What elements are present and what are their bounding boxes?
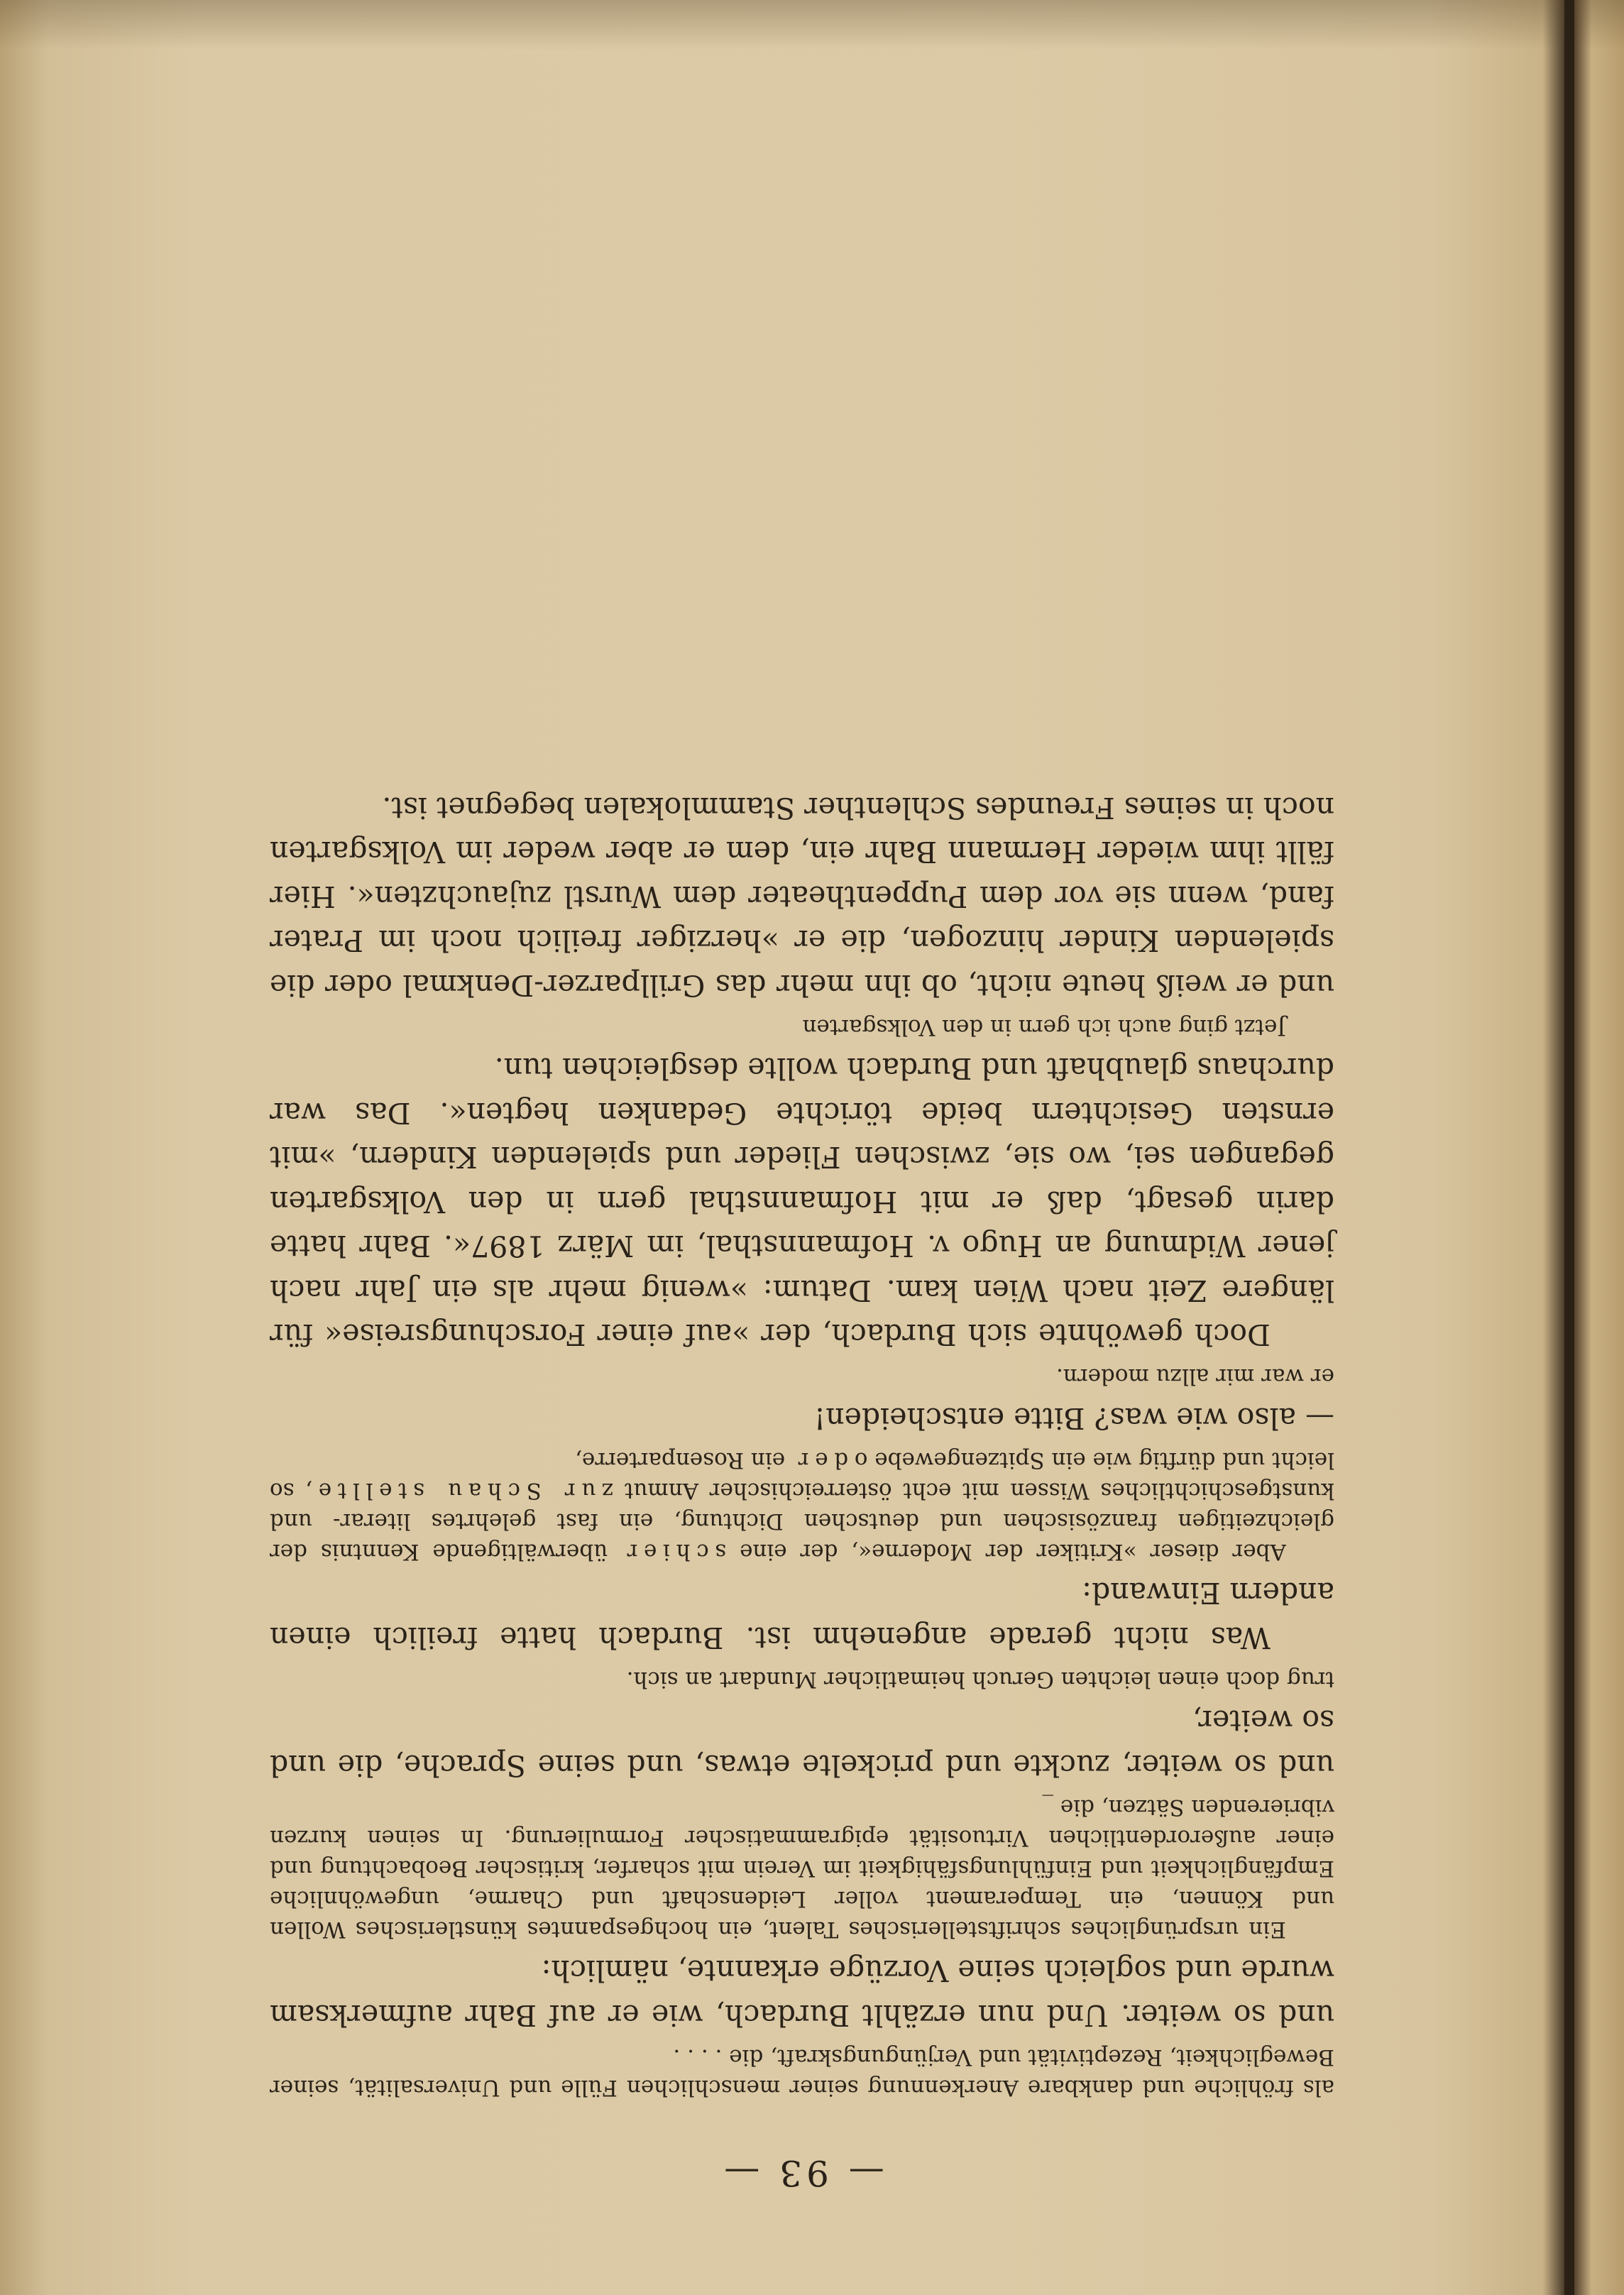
body-paragraph xyxy=(270,1396,1334,1441)
text-segment: , so leicht und dürftig wie ein Spitzengewebe xyxy=(270,1447,1334,1503)
spaced-emphasis: schier xyxy=(620,1539,727,1565)
book-spine-edge xyxy=(1564,0,1574,2295)
body-paragraph xyxy=(270,1949,1334,2037)
quote-paragraph xyxy=(270,1012,1334,1042)
body-paragraph xyxy=(270,1699,1334,1787)
quote-paragraph xyxy=(270,1664,1334,1694)
spaced-emphasis: zur Schau stellte xyxy=(312,1478,614,1503)
text-segment: — also wie was? Bitte entscheiden! xyxy=(813,1401,1334,1435)
page-number: — 93 — xyxy=(720,2152,884,2193)
body-paragraph xyxy=(270,1046,1334,1357)
text-segment: er war mir allzu modern. xyxy=(1055,1364,1334,1390)
body-paragraph xyxy=(270,786,1334,1008)
text-segment: und so weiter, zuckte und prickelte etwas, und seine Sprache, die und so weiter, xyxy=(270,1704,1334,1782)
spaced-emphasis: oder xyxy=(792,1447,868,1473)
text-segment: Doch gewöhnte sich Burdach, der »auf einer Forschungsreise« für längere Zeit nach Wien kam. Datum: »wenig mehr als ein Jahr nach jener Widmung an Hugo v. Hofmannsthal, im März 1897«. Bahr hatte darin gesagt, daß er mit Hofmannsthal gern in den Volksgarten gegangen sei, wo sie, zwischen Flieder und spielenden Kindern, »mit ernsten Gesichtern beide törichte Gedanken hegten«. Das war durchaus glaubhaft und Burdach wollte desgleichen tun. xyxy=(270,1051,1334,1352)
text-segment: Was nicht gerade angenehm ist. Burdach hatte freilich einen andern Einwand: xyxy=(270,1576,1334,1655)
text-segment: ein Rosenparterre, xyxy=(575,1447,793,1473)
text-segment: überwältigende Kenntnis der gleichzeitigen französischen und deutschen Dichtung, ein fast gelehrtes literar- und kunstgeschichtliches Wissen mit echt österreichischer Anmut xyxy=(270,1478,1334,1565)
text-segment: und so weiter. Und nun erzählt Burdach, wie er auf Bahr aufmerksam wurde und sogleich seine Vorzüge erkannte, nämlich: xyxy=(270,1954,1334,2032)
text-segment: Ein ursprüngliches schriftstellerisches Talent, ein hochgespanntes künstlerisches Wollen und Können, ein Temperament voller Leidenschaft und Charme, ungewöhnliche Empfänglichkeit und Einfühlungsfähigkeit im Verein mit scharfer, kritischer Beobachtung und einer außerordentlichen Virtuosität epigrammatischer Formulierung. In seinen kurzen vibrierenden Sätzen, die _ xyxy=(270,1795,1334,1942)
text-segment: Aber dieser »Kritiker der Moderne«, der eine xyxy=(726,1539,1286,1565)
text-body xyxy=(270,786,1334,2103)
page-text-upside-down xyxy=(270,334,1334,2193)
text-segment: Jetzt ging auch ich gern in den Volksgarten xyxy=(802,1014,1286,1040)
text-segment: und er weiß heute nicht, ob ihn mehr das Grillparzer-Denkmal oder die spielenden Kinder hinzogen, die er »herziger freilich noch im Prater fand, wenn sie vor dem Puppentheater dem Wurstl zujauchzten«. Hier fällt ihm wieder Hermann Bahr ein, dem er aber weder im Volksgarten noch in seines Freundes Schlenther Stammlokalen begegnet ist. xyxy=(270,791,1334,1002)
quote-paragraph xyxy=(270,2042,1334,2103)
quote-paragraph xyxy=(270,1445,1334,1567)
quote-paragraph xyxy=(270,1792,1334,1944)
text-segment: als fröhliche und dankbare Anerkennung seiner menschlichen Fülle und Universalität, seiner Beweglichkeit, Rezeptivität und Verjüngungskraft, die . . . . xyxy=(270,2044,1334,2100)
body-paragraph xyxy=(270,1571,1334,1660)
text-segment: trug doch einen leichten Geruch heimatlicher Mundart an sich. xyxy=(626,1667,1334,1692)
quote-paragraph xyxy=(270,1362,1334,1392)
page-top-shadow xyxy=(0,0,1624,50)
